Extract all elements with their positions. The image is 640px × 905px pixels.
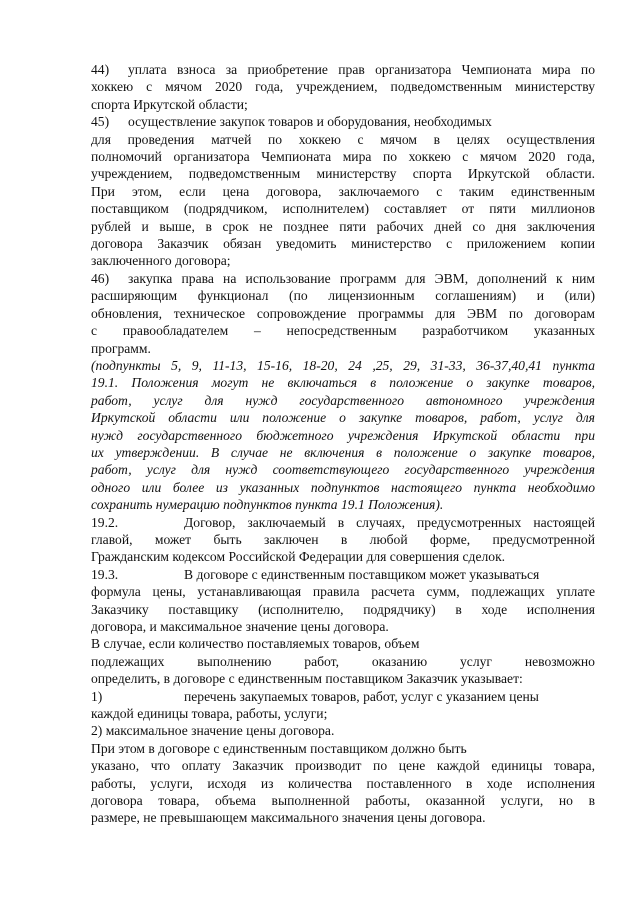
text-line	[91, 757, 595, 774]
text-line	[91, 392, 595, 409]
text-line	[91, 444, 595, 461]
line-text: закупка права на использование программ для ЭВМ, дополнений к ним	[128, 270, 595, 286]
line-text: Иркутской области или положение о закупке товаров, работ, услуг для	[91, 410, 595, 426]
text-line	[91, 148, 595, 165]
line-text: формула цены, устанавливающая правила расчета сумм, подлежащих уплате	[91, 584, 595, 600]
line-text: (подпункты 5, 9, 11-13, 15-16, 18-20, 24 ,25, 29, 31-33, 36-37,40,41 пункта	[91, 357, 595, 373]
text-line	[91, 479, 595, 496]
item-number: 45)	[91, 114, 110, 130]
text-line	[91, 270, 595, 287]
text-line	[91, 688, 595, 705]
document-body	[91, 61, 595, 827]
line-text: осуществление закупок товаров и оборудования, необходимых	[128, 114, 492, 130]
line-text: полномочий организатора Чемпионата мира по хоккею с мячом 2020 года,	[91, 149, 595, 165]
line-text: спорта Иркутской области;	[91, 96, 248, 112]
line-text: указано, что оплату Заказчик производит по цене каждой единицы товара,	[91, 758, 595, 774]
line-text: 19.1. Положения могут не включаться в положение о закупке товаров,	[91, 375, 595, 391]
text-line	[91, 722, 595, 739]
text-line	[91, 252, 595, 269]
line-text: В случае, если количество поставляемых товаров, объем	[91, 636, 420, 652]
text-line	[91, 409, 595, 426]
line-text: договора Заказчик обязан уведомить министерство с приложением копии	[91, 236, 595, 252]
line-text: В договоре с единственным поставщиком может указываться	[184, 566, 540, 582]
line-text: 2) максимальное значение цены договора.	[91, 723, 335, 739]
line-text: заключенного договора;	[91, 253, 231, 269]
line-text: программ.	[91, 340, 151, 356]
line-text: обновления, техническое сопровождение программы для ЭВМ по договорам	[91, 305, 595, 321]
line-text: перечень закупаемых товаров, работ, услуг с указанием цены	[184, 688, 539, 704]
line-text: Гражданским кодексом Российской Федерации для совершения сделок.	[91, 549, 506, 565]
text-line	[91, 96, 595, 113]
text-line	[91, 461, 595, 478]
text-line	[91, 548, 595, 565]
item-number: 44)	[91, 62, 110, 77]
text-line	[91, 427, 595, 444]
line-text: каждой единицы товара, работы, услуги;	[91, 706, 328, 722]
line-text: При этом, если цена договора, заключаемого с таким единственным	[91, 183, 595, 199]
word: невозможно	[524, 653, 595, 669]
text-line	[91, 113, 595, 130]
line-text: определить, в договоре с единственным поставщиком Заказчик указывает:	[91, 671, 523, 687]
text-line	[91, 340, 595, 357]
line-text: с правообладателем – непосредственным разработчиком указанных	[91, 323, 595, 339]
line-text: работ, услуг для нужд соответствующего государственного учреждения	[91, 462, 595, 478]
line-text: работы, услуги, исходя из количества поставленного в ходе исполнения	[91, 775, 595, 791]
text-line	[91, 566, 595, 583]
line-text: одного или более из указанных подпунктов настоящего пункта необходимо	[91, 479, 595, 495]
item-number: 46)	[91, 270, 110, 286]
text-line	[91, 305, 595, 322]
text-line	[91, 635, 595, 652]
line-text: главой, может быть заключен в любой форме, предусмотренной	[91, 531, 595, 547]
text-line	[91, 583, 595, 600]
text-line	[91, 514, 595, 531]
text-line	[91, 531, 595, 548]
text-line	[91, 670, 595, 687]
text-line	[91, 740, 595, 757]
text-line	[91, 653, 595, 670]
text-line	[91, 131, 595, 148]
line-text: поставщиком (подрядчиком, исполнителем) составляет от пяти миллионов	[91, 201, 595, 217]
text-line	[91, 357, 595, 374]
word: услуг	[459, 653, 492, 669]
line-text: уплата взноса за приобретение прав организатора Чемпионата мира по	[128, 62, 595, 77]
line-text: договора товара, объема выполненной работы, оказанной услуги, но в	[91, 793, 595, 809]
text-line	[91, 200, 595, 217]
text-line	[91, 792, 595, 809]
line-text: размере, не превышающем максимального значения цены договора.	[91, 810, 486, 826]
line-text: хоккею с мячом 2020 года, учреждением, подведомственным министерству	[91, 79, 595, 95]
text-line	[91, 618, 595, 635]
line-text: нужд государственного бюджетного учреждения Иркутской области при	[91, 427, 595, 443]
text-line	[91, 496, 595, 513]
item-number: 19.2.	[91, 514, 119, 530]
text-line	[91, 183, 595, 200]
line-text: учреждением, подведомственным министерству спорта Иркутской области.	[91, 166, 595, 182]
line-text: Договор, заключаемый в случаях, предусмотренных настоящей	[184, 514, 595, 530]
item-number: 19.3.	[91, 566, 119, 582]
text-line	[91, 61, 595, 78]
text-line	[91, 165, 595, 182]
word: работ,	[304, 653, 339, 669]
word: выполнению	[197, 653, 272, 669]
text-line	[91, 235, 595, 252]
text-line	[91, 374, 595, 391]
line-text: Заказчику поставщику (исполнителю, подрядчику) в ходе исполнения	[91, 601, 595, 617]
text-line	[91, 705, 595, 722]
word: подлежащих	[91, 653, 165, 669]
word: оказанию	[371, 653, 428, 669]
line-text: для проведения матчей по хоккею с мячом в целях осуществления	[91, 131, 595, 147]
text-line	[91, 601, 595, 618]
line-text: работ, услуг для нужд государственного автономного учреждения	[91, 392, 595, 408]
line-text: сохранить нумерацию подпунктов пункта 19.1 Положения).	[91, 497, 444, 513]
line-text: рублей и выше, в срок не позднее пяти рабочих дней со дня заключения	[91, 218, 595, 234]
text-line	[91, 322, 595, 339]
line-text: При этом в договоре с единственным поставщиком должно быть	[91, 740, 467, 756]
text-line	[91, 287, 595, 304]
line-text: их утверждении. В случае не включения в положение о закупке товаров,	[91, 444, 595, 460]
text-line	[91, 218, 595, 235]
text-line	[91, 78, 595, 95]
line-text: договора, и максимальное значение цены договора.	[91, 619, 389, 634]
text-line	[91, 809, 595, 826]
line-text: расширяющим функционал (по лицензионным соглашениям) и (или)	[91, 288, 595, 304]
item-number: 1)	[91, 688, 103, 704]
text-line	[91, 775, 595, 792]
